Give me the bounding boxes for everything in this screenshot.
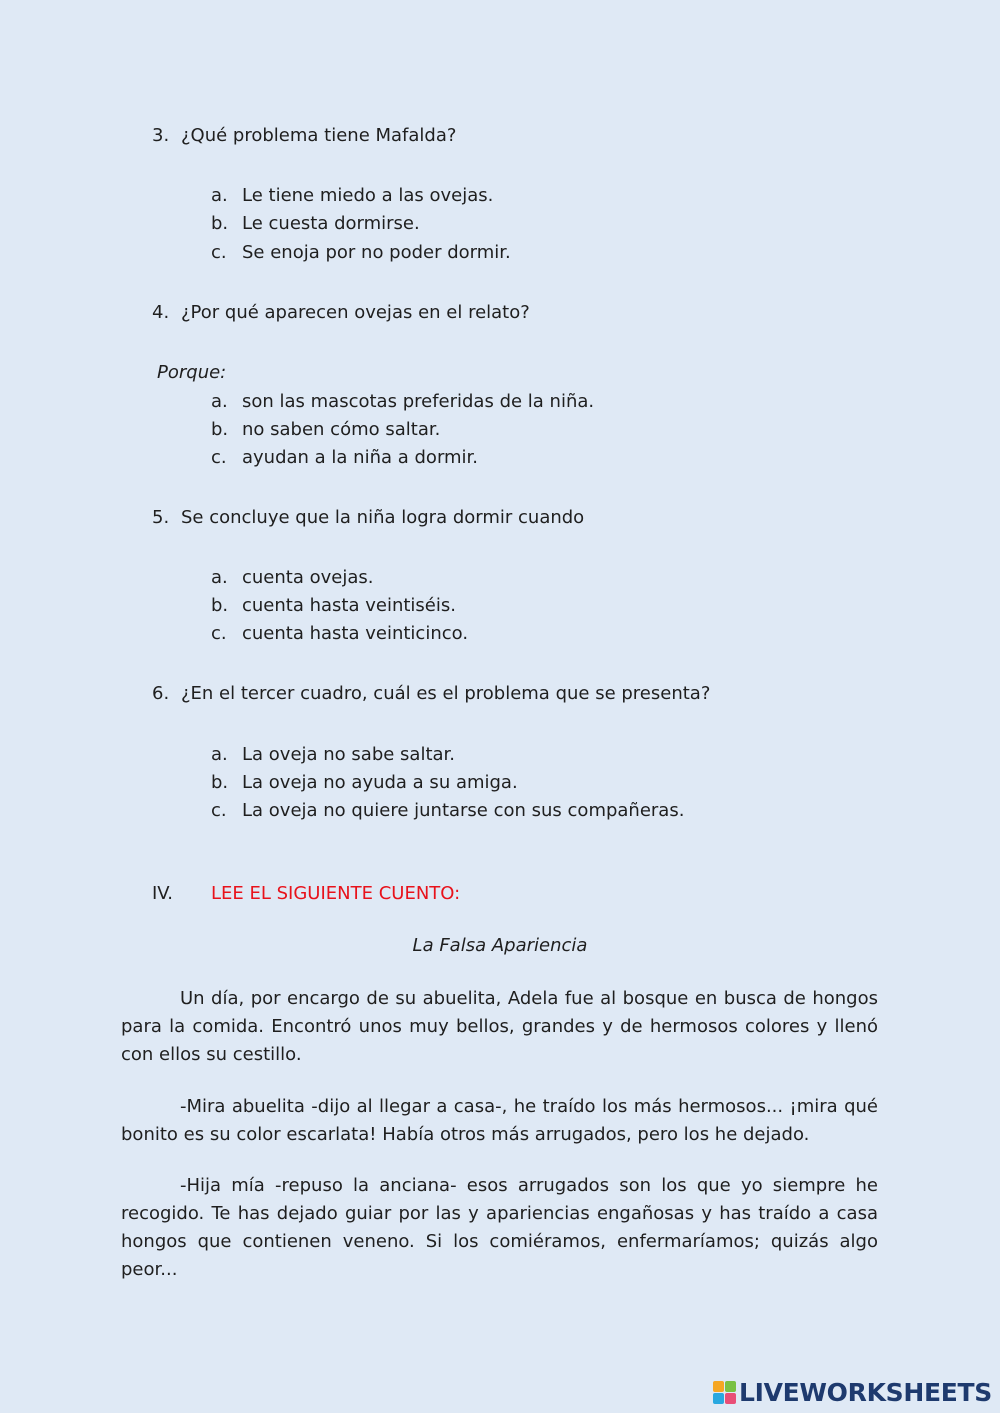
- option-text: ayudan a la niña a dormir.: [242, 447, 479, 468]
- logo-mark-icon: [713, 1381, 736, 1404]
- section-number: IV.: [152, 883, 174, 904]
- option-letter: c.: [211, 623, 227, 644]
- option-6b[interactable]: [211, 771, 518, 795]
- story-title: La Falsa Apariencia: [412, 935, 588, 956]
- question-5: [152, 506, 584, 530]
- option-text: cuenta ovejas.: [242, 567, 374, 588]
- option-4b[interactable]: [211, 418, 440, 442]
- option-text: son las mascotas preferidas de la niña.: [242, 391, 595, 412]
- question-number: 5.: [152, 507, 170, 528]
- option-letter: a.: [211, 391, 228, 412]
- option-text: cuenta hasta veinticinco.: [242, 623, 469, 644]
- option-4a[interactable]: [211, 390, 594, 414]
- option-text: Le tiene miedo a las ovejas.: [242, 185, 494, 206]
- option-5b[interactable]: [211, 594, 456, 618]
- section-title: LEE EL SIGUIENTE CUENTO:: [211, 883, 461, 904]
- option-5a[interactable]: [211, 566, 373, 590]
- section-heading: [152, 882, 460, 906]
- question-text: ¿En el tercer cuadro, cuál es el problema que se presenta?: [181, 683, 711, 704]
- question-text: ¿Por qué aparecen ovejas en el relato?: [181, 302, 530, 323]
- option-letter: a.: [211, 185, 228, 206]
- story-paragraph-1: Un día, por encargo de su abuelita, Adela fue al bosque en busca de hongos para la comida. Encontró unos muy bellos, grandes y de hermosos colores y llenó con ellos su cestillo.: [121, 988, 878, 1065]
- option-text: La oveja no sabe saltar.: [242, 744, 456, 765]
- option-letter: a.: [211, 744, 228, 765]
- option-letter: c.: [211, 242, 227, 263]
- question-number: 4.: [152, 302, 170, 323]
- logo-square: [725, 1381, 736, 1392]
- question-3: [152, 124, 456, 148]
- option-text: no saben cómo saltar.: [242, 419, 441, 440]
- option-letter: b.: [211, 595, 229, 616]
- option-letter: c.: [211, 800, 227, 821]
- story-paragraph-3: -Hija mía -repuso la anciana- esos arrugados son los que yo siempre he recogido. Te has dejado guiar por las y apariencias engañosas y has traído a casa hongos que contienen veneno. Si los comiéramos, enfermaríamos; quizás algo peor...: [121, 1175, 878, 1280]
- logo-square: [725, 1393, 736, 1404]
- logo-text: LIVEWORKSHEETS: [738, 1378, 992, 1407]
- option-letter: c.: [211, 447, 227, 468]
- option-4c[interactable]: [211, 446, 478, 470]
- option-letter: b.: [211, 213, 229, 234]
- option-5c[interactable]: [211, 622, 468, 646]
- option-text: Se enoja por no poder dormir.: [242, 242, 511, 263]
- logo-square: [713, 1381, 724, 1392]
- option-text: cuenta hasta veintiséis.: [242, 595, 456, 616]
- question-6: [152, 682, 710, 706]
- option-text: La oveja no quiere juntarse con sus compañeras.: [242, 800, 685, 821]
- option-letter: b.: [211, 772, 229, 793]
- option-letter: b.: [211, 419, 229, 440]
- option-3c[interactable]: [211, 241, 511, 265]
- logo-square: [713, 1393, 724, 1404]
- question-4: [152, 301, 530, 325]
- option-6c[interactable]: [211, 799, 684, 823]
- story-paragraph-2: -Mira abuelita -dijo al llegar a casa-, he traído los más hermosos... ¡mira qué bonito es su color escarlata! Había otros más arrugados, pero los he dejado.: [121, 1096, 878, 1145]
- option-3b[interactable]: [211, 212, 420, 236]
- question-number: 3.: [152, 125, 170, 146]
- option-3a[interactable]: [211, 184, 493, 208]
- question-text: Se concluye que la niña logra dormir cuando: [181, 507, 585, 528]
- option-text: La oveja no ayuda a su amiga.: [242, 772, 518, 793]
- option-text: Le cuesta dormirse.: [242, 213, 420, 234]
- question-number: 6.: [152, 683, 170, 704]
- answer-prefix: Porque:: [157, 362, 227, 383]
- option-letter: a.: [211, 567, 228, 588]
- question-text: ¿Qué problema tiene Mafalda?: [181, 125, 457, 146]
- liveworksheets-logo: [713, 1378, 992, 1407]
- option-6a[interactable]: [211, 743, 455, 767]
